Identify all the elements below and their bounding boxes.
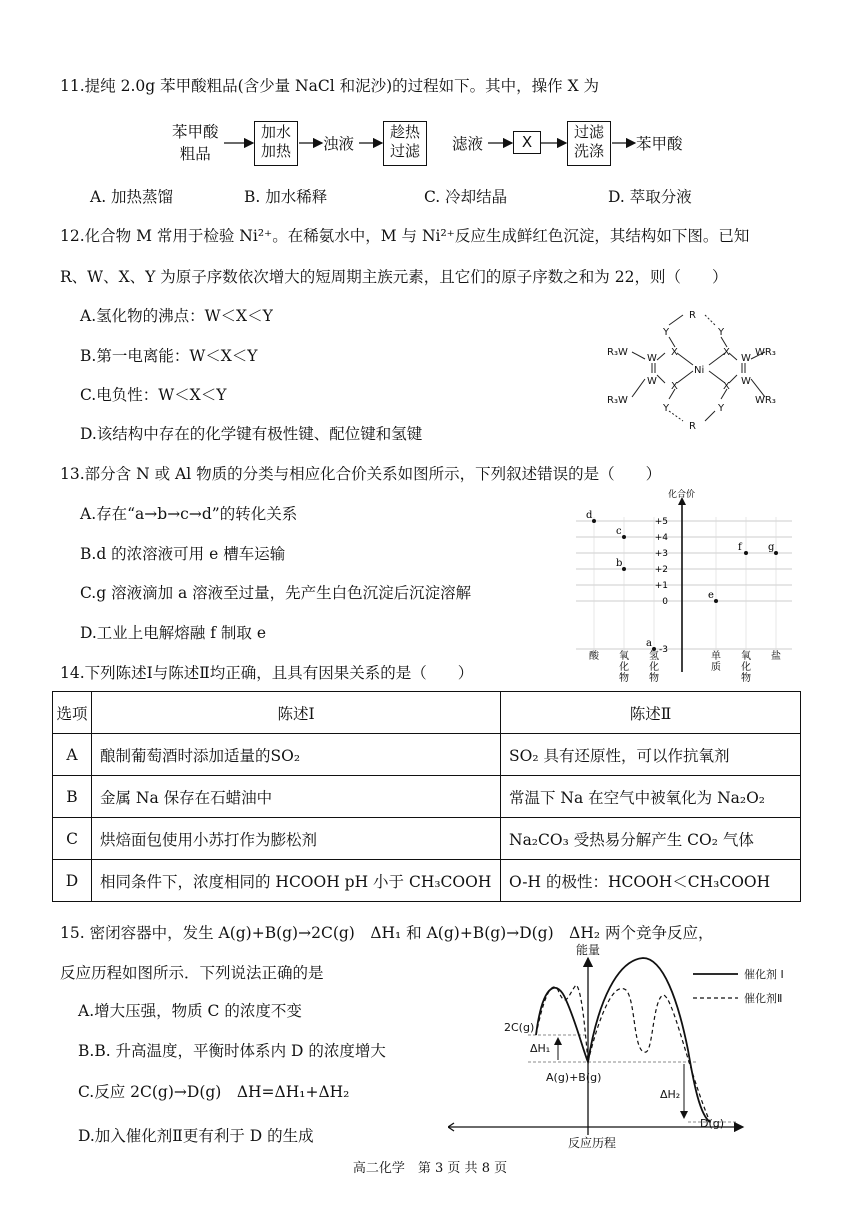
q13-tick-label: -3	[659, 645, 668, 655]
q15-stem-line1: 15. 密闭容器中，发生 A(g)+B(g)→2C(g) ΔH₁ 和 A(g)+B(g)→D(g) ΔH₂ 两个竞争反应，	[60, 924, 714, 942]
table-cell: 金属 Na 保存在石蜡油中	[92, 776, 501, 818]
flow-arrows	[0, 0, 860, 200]
table-cell: SO₂ 具有还原性，可以作抗氧剂	[501, 734, 801, 776]
q13-option-d: D.工业上电解熔融 f 制取 e	[80, 624, 266, 642]
q13-category-label	[771, 649, 781, 662]
struct-w2: W	[741, 353, 751, 364]
q13-option-c: C.g 溶液滴加 a 溶液至过量，先产生白色沉淀后沉淀溶解	[80, 584, 472, 602]
table-header-row	[53, 692, 801, 734]
table-cell: O-H 的极性：HCOOH＜CH₃COOH	[501, 860, 801, 902]
q12-option-a: A.氢化物的沸点：W＜X＜Y	[80, 307, 273, 325]
q13-point-d	[592, 519, 596, 523]
q13-ylabel: 化合价	[668, 490, 696, 500]
q13-valence-chart	[570, 487, 800, 687]
q11-option-c: C. 冷却结晶	[424, 188, 508, 206]
struct-w1: W	[647, 353, 657, 364]
table-header-cell: 陈述Ⅰ	[92, 692, 501, 734]
struct-ni: Ni	[694, 365, 705, 376]
flow-box-heat-line2: 加热	[260, 142, 291, 160]
q11-option-a: A. 加热蒸馏	[90, 188, 174, 206]
q13-category-char: 盐	[771, 651, 781, 662]
q13-option-b: B.d 的浓溶液可用 e 槽车运输	[80, 545, 286, 563]
table-row	[53, 776, 801, 818]
label-dh2: ΔH₂	[660, 1088, 681, 1101]
table-row	[53, 734, 801, 776]
flow-end: 苯甲酸	[636, 135, 683, 153]
q15-option-d: D.加入催化剂Ⅱ更有利于 D 的生成	[78, 1127, 314, 1145]
struct-r-bottom: R	[689, 421, 696, 432]
q13-category-char: 氧	[619, 651, 629, 662]
q14-table	[52, 691, 801, 902]
flow-box-filter-line2: 过滤	[389, 142, 420, 160]
q15-energy-diagram	[448, 940, 808, 1150]
q13-category-char: 物	[741, 673, 751, 684]
table-cell: C	[53, 818, 92, 860]
q13-point-b	[622, 567, 626, 571]
label-d: D(g)	[700, 1117, 725, 1130]
table-cell: Na₂CO₃ 受热易分解产生 CO₂ 气体	[501, 818, 801, 860]
q13-point-a	[652, 647, 656, 651]
table-cell: 相同条件下，浓度相同的 HCOOH pH 小于 CH₃COOH	[92, 860, 501, 902]
q12-stem-line1: 12.化合物 M 常用于检验 Ni²⁺。在稀氨水中，M 与 Ni²⁺反应生成鲜红色沉淀，其结构如下图。已知	[60, 227, 750, 245]
q13-point-label-f: f	[738, 542, 742, 553]
q13-point-e	[714, 599, 718, 603]
q12-option-c: C.电负性：W＜X＜Y	[80, 386, 227, 404]
q13-point-f	[744, 551, 748, 555]
struct-r-top: R	[689, 310, 696, 321]
q15-option-c: C.反应 2C(g)→D(g) ΔH=ΔH₁+ΔH₂	[78, 1083, 350, 1101]
q13-point-label-g: g	[768, 542, 775, 553]
q13-category-char: 物	[619, 673, 629, 684]
table-row	[53, 860, 801, 902]
label-ab: A(g)+B(g)	[546, 1071, 602, 1084]
q13-tick-label: 0	[662, 597, 668, 607]
q14-stem: 14.下列陈述Ⅰ与陈述Ⅱ均正确，且具有因果关系的是（ ）	[60, 664, 474, 682]
q15-xlabel: 反应历程	[568, 1136, 617, 1150]
q13-category-char: 氧	[741, 651, 751, 662]
flow-mid2: 滤液	[452, 135, 484, 153]
struct-x3: X	[671, 381, 678, 392]
q13-tick-label: +3	[654, 549, 668, 559]
struct-y2: Y	[718, 327, 725, 338]
label-dh1: ΔH₁	[530, 1042, 551, 1055]
q13-category-char: 化	[649, 662, 659, 673]
struct-w4: W	[741, 376, 751, 387]
table-cell: 烘焙面包使用小苏打作为膨松剂	[92, 818, 501, 860]
struct-r3w-2: R₃W	[607, 395, 628, 406]
q13-point-label-d: d	[586, 510, 593, 521]
q15-option-a: A.增大压强，物质 C 的浓度不变	[78, 1002, 302, 1020]
struct-wr3-2: WR₃	[755, 395, 776, 406]
struct-r3w-1: R₃W	[607, 347, 628, 358]
table-cell: B	[53, 776, 92, 818]
q13-category-char: 酸	[589, 651, 599, 662]
flow-box-filter-line1: 趁热	[389, 123, 420, 141]
q13-point-label-e: e	[708, 590, 714, 601]
q13-stem: 13.部分含 N 或 Al 物质的分类与相应化合价关系如图所示，下列叙述错误的是（ ）	[60, 465, 662, 483]
table-cell: 酿制葡萄酒时添加适量的SO₂	[92, 734, 501, 776]
struct-x2: X	[723, 347, 730, 358]
table-row	[53, 818, 801, 860]
q13-tick-label: +1	[654, 581, 668, 591]
flow-mid1: 浊液	[323, 135, 355, 153]
q13-point-label-c: c	[616, 526, 622, 537]
q13-tick-label: +4	[654, 533, 668, 543]
q13-category-label	[711, 649, 721, 673]
q13-point-label-a: a	[646, 638, 652, 649]
struct-wr3-1: WR₃	[755, 347, 776, 358]
q13-category-label	[741, 649, 751, 684]
q15-ylabel: 能量	[576, 943, 601, 957]
flow-start-line1: 苯甲酸	[172, 123, 219, 141]
flow-box-heat-line1: 加水	[260, 123, 291, 141]
q13-category-char: 氢	[649, 651, 659, 662]
q13-category-char: 质	[711, 662, 721, 673]
page-footer: 高二化学 第 3 页 共 8 页	[352, 1161, 508, 1176]
q11-stem: 11.提纯 2.0g 苯甲酸粗品(含少量 NaCl 和泥沙)的过程如下。其中，操作 X 为	[60, 77, 600, 95]
q13-category-char: 化	[619, 662, 629, 673]
struct-y3: Y	[663, 403, 670, 414]
flow-box-wash-line2: 洗涤	[573, 142, 604, 160]
q11-option-d: D. 萃取分液	[608, 188, 692, 206]
struct-x1: X	[671, 347, 678, 358]
struct-w3: W	[647, 376, 657, 387]
q13-category-label	[649, 649, 659, 684]
table-cell: D	[53, 860, 92, 902]
struct-x4: X	[723, 381, 730, 392]
q13-tick-label: +2	[654, 565, 668, 575]
q13-point-label-b: b	[616, 558, 623, 569]
q11-option-b: B. 加水稀释	[244, 188, 328, 206]
q12-stem-line2: R、W、X、Y 为原子序数依次增大的短周期主族元素，且它们的原子序数之和为 22，则（ ）	[60, 268, 728, 286]
q13-option-a: A.存在“a→b→c→d”的转化关系	[80, 505, 298, 523]
legend-label-1: 催化剂 I	[744, 968, 784, 981]
table-header-cell: 陈述Ⅱ	[501, 692, 801, 734]
struct-y4: Y	[718, 403, 725, 414]
q13-category-char: 物	[649, 673, 659, 684]
q12-option-b: B.第一电离能：W＜X＜Y	[80, 347, 258, 365]
q12-structure	[605, 305, 805, 435]
q13-point-c	[622, 535, 626, 539]
q15-stem-line2: 反应历程如图所示．下列说法正确的是	[60, 964, 324, 982]
q13-category-label	[589, 649, 600, 662]
q13-category-char: 单	[711, 651, 721, 662]
struct-y1: Y	[663, 327, 670, 338]
table-header-cell: 选项	[53, 692, 92, 734]
q15-option-b: B.B. 升高温度，平衡时体系内 D 的浓度增大	[78, 1042, 386, 1060]
table-cell: 常温下 Na 在空气中被氧化为 Na₂O₂	[501, 776, 801, 818]
flow-box-wash-line1: 过滤	[573, 123, 604, 141]
table-cell: A	[53, 734, 92, 776]
label-2c: 2C(g)	[504, 1021, 535, 1034]
q13-category-label	[619, 649, 629, 684]
flow-box-x: X	[513, 131, 541, 154]
q12-option-d: D.该结构中存在的化学键有极性键、配位键和氢键	[80, 425, 423, 443]
legend-label-2: 催化剂Ⅱ	[744, 992, 783, 1005]
flow-start-line2: 粗品	[179, 145, 211, 163]
q13-point-g	[774, 551, 778, 555]
q13-category-char: 化	[741, 662, 751, 673]
q13-tick-label: +5	[654, 517, 668, 527]
